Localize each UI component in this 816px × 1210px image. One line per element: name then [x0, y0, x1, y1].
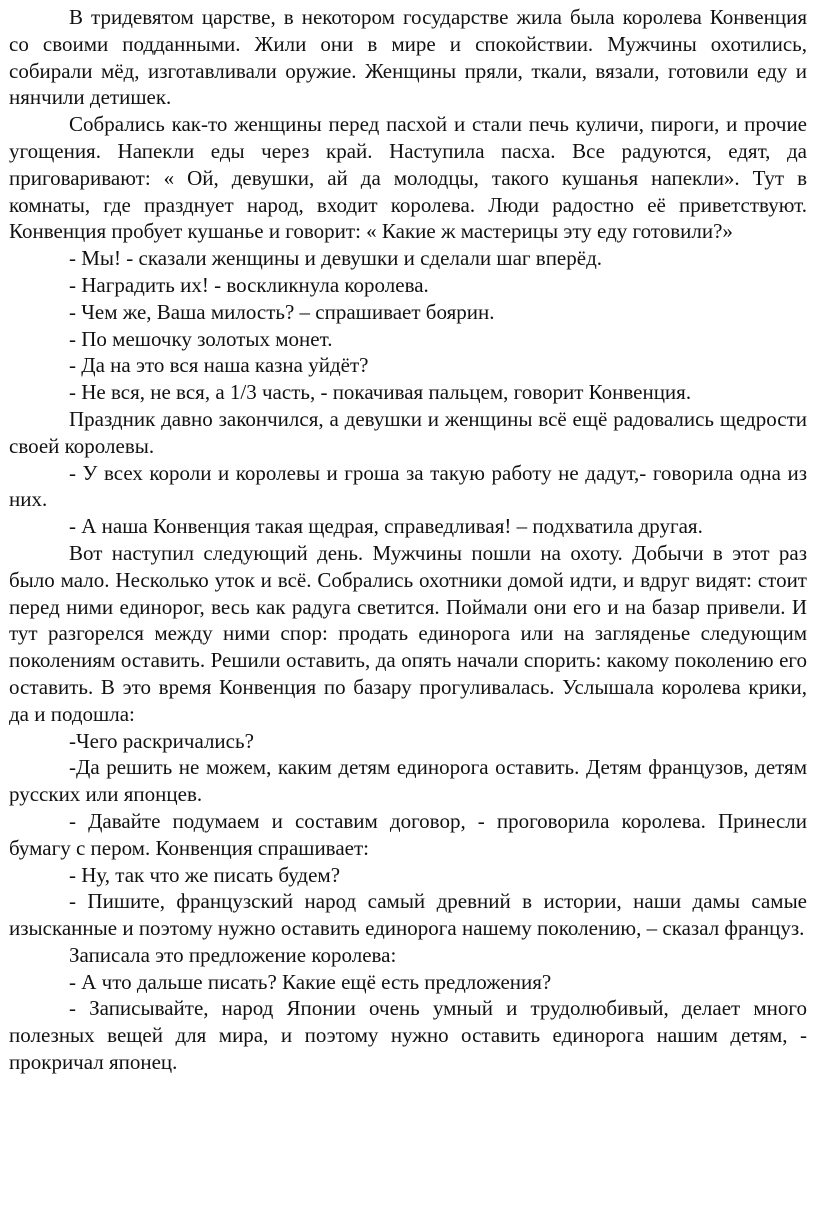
paragraph: -Да решить не можем, каким детям единорога оставить. Детям французов, детям русских или японцев. — [9, 755, 807, 807]
paragraph: В тридевятом царстве, в некотором государстве жила была королева Конвенция со своими подданными. Жили они в мире и спокойствии. Мужчины охотились, собирали мёд, изготавливали оружие. Женщины пряли, ткали, вязали, готовили еду и нянчили детишек. — [9, 5, 807, 110]
paragraph: Вот наступил следующий день. Мужчины пошли на охоту. Добычи в этот раз было мало. Несколько уток и всё. Собрались охотники домой идти, и вдруг видят: стоит перед ними единорог, весь как радуга светится. Поймали они его и на базар привели. И тут разгорелся между ними спор: продать единорога или на загляденье следующим поколениям оставить. Решили оставить, да опять начали спорить: какому поколению его оставить. В это время Конвенция по базару прогуливалась. Услышала королева крики, да и подошла: — [9, 540, 807, 726]
paragraph: - А что дальше писать? Какие ещё есть предложения? — [69, 969, 552, 994]
paragraph: - Пишите, французский народ самый древний в истории, наши дамы самые изысканные и поэтому нужно оставить единорога нашему поколению, – сказал француз. — [9, 889, 807, 941]
paragraph: - А наша Конвенция такая щедрая, справедливая! – подхватила другая. — [69, 514, 703, 539]
paragraph: - Мы! - сказали женщины и девушки и сделали шаг вперёд. — [69, 246, 603, 271]
paragraph: Записала это предложение королева: — [69, 942, 397, 967]
paragraph: - Да на это вся наша казна уйдёт? — [69, 353, 369, 378]
paragraph: - У всех короли и королевы и гроша за такую работу не дадут,- говорила одна из них. — [9, 460, 807, 512]
paragraph: - Чем же, Ваша милость? – спрашивает боярин. — [69, 299, 495, 324]
paragraph: Собрались как-то женщины перед пасхой и стали печь куличи, пироги, и прочие угощения. Напекли еды через край. Наступила пасха. Все радуются, едят, да приговаривают: « Ой, девушки, ай да молодцы, такого кушанья напекли». Тут в комнаты, где празднует народ, входит королева. Люди радостно её приветствуют. Конвенция пробует кушанье и говорит: « Какие ж мастерицы эту еду готовили?» — [9, 112, 807, 244]
paragraph: - Записывайте, народ Японии очень умный и трудолюбивый, делает много полезных вещей для мира, и поэтому нужно оставить единорога нашим детям, - прокричал японец. — [9, 996, 807, 1075]
document-page — [9, 4, 807, 1076]
paragraph: - Наградить их! - воскликнула королева. — [69, 272, 429, 297]
paragraph: -Чего раскричались? — [69, 728, 254, 753]
paragraph: - По мешочку золотых монет. — [69, 326, 333, 351]
paragraph: - Давайте подумаем и составим договор, - проговорила королева. Принесли бумагу с пером. Конвенция спрашивает: — [9, 808, 807, 860]
paragraph: - Не вся, не вся, а 1/3 часть, - покачивая пальцем, говорит Конвенция. — [69, 380, 692, 405]
paragraph: Праздник давно закончился, а девушки и женщины всё ещё радовались щедрости своей королевы. — [9, 406, 807, 458]
paragraph: - Ну, так что же писать будем? — [69, 862, 341, 887]
